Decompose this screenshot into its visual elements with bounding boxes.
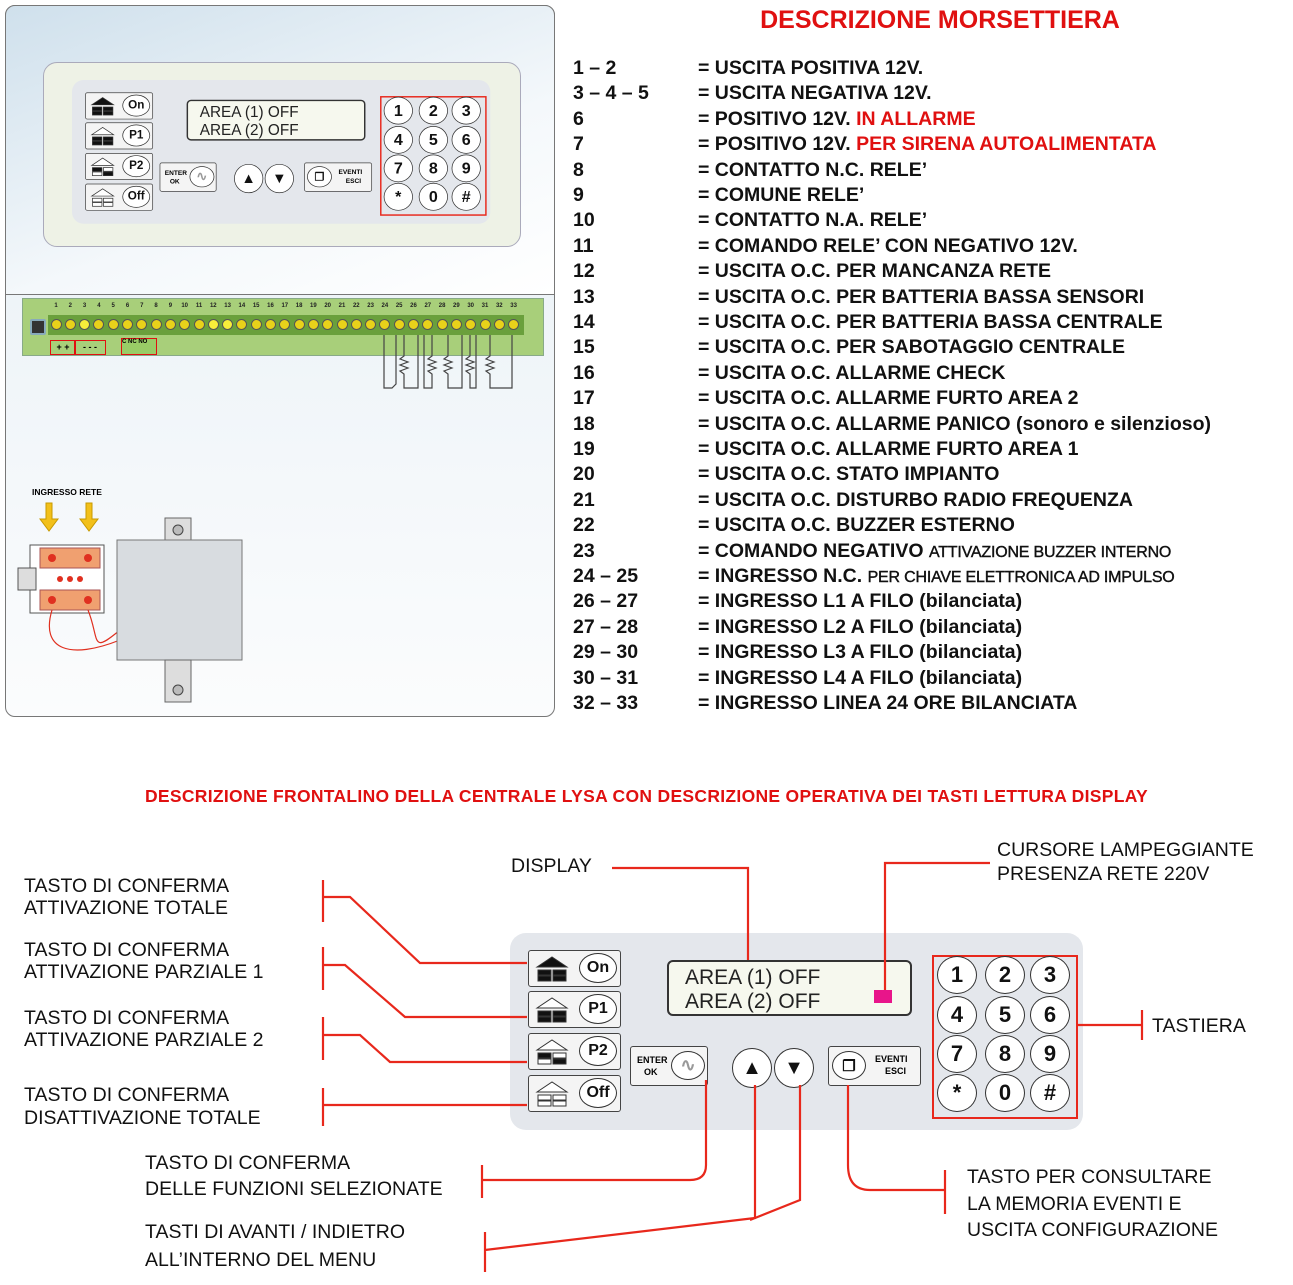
terminal-number-label: 28 — [438, 303, 446, 309]
mode-button-on[interactable] — [528, 950, 621, 987]
terminal-row — [573, 208, 927, 232]
key-0[interactable]: 0 — [419, 183, 448, 211]
mode-button-label: P2 — [579, 1036, 617, 1066]
label-arrows-1: TASTI DI AVANTI / INDIETRO — [145, 1221, 406, 1243]
terminal-number-label: 25 — [395, 303, 403, 309]
display-line-1: AREA (1) OFF — [685, 966, 821, 989]
terminal-number-label: 2 — [68, 303, 72, 309]
terminal-description: = USCITA O.C. ALLARME FURTO AREA 1 — [698, 438, 1079, 460]
terminal-description: = INGRESSO L2 A FILO (bilanciata) — [698, 615, 1023, 638]
terminal-description: = USCITA O.C. ALLARME PANICO (sonoro e silenzioso) — [698, 412, 1211, 435]
leader-tastiera — [1078, 1010, 1142, 1040]
terminal-description: = INGRESSO L4 A FILO (bilanciata) — [698, 666, 1023, 689]
terminal-row — [573, 81, 932, 105]
enter-label: ENTER — [637, 1055, 668, 1065]
terminal-number-label: 30 — [467, 303, 475, 309]
terminal-row — [573, 132, 1157, 156]
mode-button-label: On — [122, 95, 150, 117]
terminal-number-label: 33 — [510, 303, 517, 309]
terminal-row — [573, 183, 864, 207]
label-cursor-2: PRESENZA RETE 220V — [997, 863, 1210, 885]
terminal-number: 30 – 31 — [573, 666, 639, 689]
terminal-number: 27 – 28 — [573, 615, 639, 638]
terminal-description: = COMANDO RELE’ CON NEGATIVO 12V. — [698, 234, 1078, 257]
label-p1-1: TASTO DI CONFERMA — [24, 939, 230, 961]
morsettiera-title: DESCRIZIONE MORSETTIERA — [760, 6, 1120, 34]
arrow-up-button[interactable]: ▲ — [732, 1048, 772, 1088]
label-display: DISPLAY — [511, 855, 592, 877]
key-star[interactable]: * — [937, 1074, 977, 1112]
terminal-description: = USCITA O.C. PER MANCANZA RETE — [698, 260, 1051, 283]
terminal-description: = COMANDO NEGATIVO — [698, 539, 929, 562]
terminal-description: = USCITA O.C. DISTURBO RADIO FREQUENZA — [698, 488, 1133, 511]
mode-button-p1[interactable] — [528, 991, 621, 1028]
terminal-row — [573, 56, 923, 80]
transformer-icon — [117, 518, 242, 702]
leader-p1 — [323, 947, 527, 1017]
mode-button-label: P2 — [122, 155, 150, 177]
terminal-number: 19 — [573, 438, 595, 460]
eventi-esci-button[interactable] — [828, 1046, 921, 1086]
key-3[interactable]: 3 — [1030, 956, 1070, 994]
key-7[interactable]: 7 — [384, 154, 413, 182]
positive-terminals-box: + + — [50, 340, 76, 355]
terminal-description: = USCITA NEGATIVA 12V. — [698, 82, 932, 105]
terminal-row — [573, 539, 1171, 565]
enter-wave-icon: ∿ — [671, 1051, 705, 1080]
lcd-display — [667, 960, 912, 1016]
key-6[interactable]: 6 — [452, 126, 481, 154]
device-wiring — [0, 0, 560, 720]
terminal-description: = POSITIVO 12V. — [698, 107, 857, 130]
key-5[interactable]: 5 — [985, 996, 1025, 1034]
terminal-row — [573, 234, 1078, 258]
terminal-description-highlight: IN ALLARME — [856, 107, 976, 130]
key-5[interactable]: 5 — [419, 126, 448, 154]
terminal-description: = USCITA O.C. PER SABOTAGGIO CENTRALE — [698, 336, 1126, 359]
mode-button-label: P1 — [122, 125, 150, 147]
terminal-number-label: 29 — [453, 303, 460, 309]
leader-off — [323, 1088, 527, 1126]
terminal-number: 29 – 30 — [573, 641, 639, 664]
terminal-number: 14 — [573, 311, 595, 333]
key-8[interactable]: 8 — [419, 154, 448, 182]
terminal-number: 11 — [573, 234, 594, 257]
terminal-row — [573, 513, 1015, 537]
terminal-number-label: 27 — [424, 303, 432, 309]
terminal-row — [573, 335, 1125, 359]
arrow-down-button[interactable]: ▼ — [774, 1048, 814, 1088]
terminal-row — [573, 691, 1077, 715]
terminal-number-label: 4 — [97, 303, 101, 309]
terminal-number-label: 17 — [281, 303, 289, 309]
esci-label: ESCI — [345, 177, 362, 185]
terminal-description: = USCITA O.C. BUZZER ESTERNO — [698, 514, 1015, 537]
terminal-description: = COMUNE RELE’ — [698, 184, 865, 206]
terminal-row — [573, 640, 1022, 664]
terminal-number-label: 6 — [125, 303, 130, 309]
event-memory-icon: ❐ — [832, 1051, 866, 1080]
terminal-description: = CONTATTO N.A. RELE’ — [698, 209, 928, 232]
terminal-number-label: 14 — [238, 303, 246, 309]
terminal-row — [573, 158, 927, 182]
terminal-row — [573, 564, 1175, 590]
mode-button-label: Off — [579, 1078, 617, 1108]
arrow-up-button[interactable]: ▲ — [234, 164, 263, 193]
terminal-number-label: 7 — [140, 303, 144, 309]
mode-button-off[interactable] — [528, 1075, 621, 1112]
terminal-number: 26 – 27 — [573, 590, 639, 613]
terminal-number: 21 — [573, 488, 595, 511]
terminal-number: 9 — [573, 184, 584, 206]
terminal-number-label: 15 — [252, 303, 260, 309]
terminal-number-label: 9 — [168, 303, 173, 309]
terminal-number: 7 — [573, 133, 584, 156]
key-4[interactable]: 4 — [937, 996, 977, 1034]
terminal-description: = USCITA O.C. STATO IMPIANTO — [698, 463, 1000, 486]
terminal-number: 23 — [573, 539, 595, 562]
terminal-row — [573, 259, 1051, 283]
terminal-row — [573, 462, 999, 486]
terminal-row — [573, 488, 1133, 512]
terminal-description: = INGRESSO L3 A FILO (bilanciata) — [698, 641, 1023, 664]
label-cursor-1: CURSORE LAMPEGGIANTE — [997, 839, 1254, 861]
terminal-description: = USCITA POSITIVA 12V. — [698, 57, 924, 79]
leader-on — [323, 880, 527, 963]
terminal-number-label: 18 — [295, 303, 303, 309]
terminal-number: 8 — [573, 158, 584, 181]
terminal-number: 6 — [573, 107, 584, 130]
key-2[interactable]: 2 — [985, 956, 1025, 994]
resistor-l3-icon — [444, 335, 462, 388]
terminal-number-label: 16 — [267, 303, 274, 309]
ok-label: OK — [169, 177, 180, 186]
terminal-number-label: 24 — [381, 303, 389, 309]
mains-connector-icon — [18, 545, 104, 613]
terminal-number-label: 3 — [82, 303, 87, 309]
display-line-2: AREA (2) OFF — [685, 990, 821, 1013]
key-1[interactable]: 1 — [937, 956, 977, 994]
terminal-number-label: 1 — [54, 303, 58, 309]
terminal-description: = INGRESSO L1 A FILO (bilanciata) — [698, 590, 1023, 613]
terminal-description: = USCITA O.C. PER BATTERIA BASSA SENSORI — [698, 285, 1145, 308]
label-eventi-1: TASTO PER CONSULTARE — [967, 1166, 1212, 1188]
terminal-number: 1 – 2 — [573, 57, 617, 79]
mode-button-label: On — [579, 953, 617, 983]
terminal-row — [573, 386, 1078, 410]
terminal-row — [573, 666, 1022, 690]
transformer-wires — [49, 610, 120, 650]
frontalino-title: DESCRIZIONE FRONTALINO DELLA CENTRALE LYSA CON DESCRIZIONE OPERATIVA DEI TASTI LETTURA DISPLAY — [144, 786, 1149, 806]
label-eventi-3: USCITA CONFIGURAZIONE — [967, 1219, 1218, 1241]
terminal-description: = USCITA O.C. PER BATTERIA BASSA CENTRALE — [698, 311, 1163, 333]
terminal-description-detail: ATTIVAZIONE BUZZER INTERNO — [928, 543, 1172, 561]
mains-arrows-icon — [40, 503, 98, 531]
label-off-2: DISATTIVAZIONE TOTALE — [24, 1107, 261, 1129]
label-enter-2: DELLE FUNZIONI SELEZIONATE — [145, 1178, 443, 1200]
terminal-row — [573, 361, 1006, 385]
terminal-number-label: 21 — [338, 303, 346, 309]
leader-p2 — [323, 1017, 527, 1062]
resistor-l4-icon — [466, 335, 476, 388]
terminal-number-label: 13 — [224, 303, 231, 309]
label-p2-1: TASTO DI CONFERMA — [24, 1007, 230, 1029]
key-1[interactable]: 1 — [384, 97, 413, 125]
terminal-description-detail: PER CHIAVE ELETTRONICA AD IMPULSO — [867, 569, 1175, 586]
eventi-label: EVENTI — [875, 1054, 908, 1064]
eventi-label: EVENTI — [338, 168, 363, 176]
terminal-number-label: 19 — [310, 303, 317, 309]
mode-button-p2[interactable] — [528, 1033, 621, 1070]
event-memory-icon: ❐ — [307, 166, 332, 187]
house-partial-2-icon — [535, 1038, 569, 1066]
key-hash[interactable]: # — [452, 183, 481, 211]
key-0[interactable]: 0 — [985, 1074, 1025, 1112]
house-armed-icon — [535, 955, 569, 983]
terminal-description: = POSITIVO 12V. — [698, 133, 857, 156]
terminal-number-label: 20 — [324, 303, 332, 309]
terminal-row — [573, 589, 1022, 613]
terminal-number: 16 — [573, 361, 595, 384]
key-6[interactable]: 6 — [1030, 996, 1070, 1034]
enter-label: ENTER — [164, 169, 187, 177]
terminal-number: 12 — [573, 260, 595, 283]
terminal-description: = USCITA O.C. ALLARME CHECK — [698, 361, 1006, 384]
terminal-row — [573, 285, 1144, 309]
terminal-number: 3 – 4 – 5 — [573, 82, 649, 105]
terminal-number-label: 22 — [352, 303, 360, 309]
terminal-number-label: 10 — [181, 303, 189, 309]
key-2[interactable]: 2 — [419, 97, 448, 125]
terminal-number-label: 26 — [410, 303, 417, 309]
terminal-description-highlight: PER SIRENA AUTOALIMENTATA — [856, 133, 1157, 156]
key-8[interactable]: 8 — [985, 1035, 1025, 1073]
key-4[interactable]: 4 — [384, 126, 413, 154]
terminal-number: 22 — [573, 514, 595, 537]
label-on-1: TASTO DI CONFERMA — [24, 875, 230, 897]
enter-ok-button[interactable] — [630, 1046, 708, 1086]
terminal-description: = INGRESSO N.C. — [698, 565, 868, 587]
terminal-description: = USCITA O.C. ALLARME FURTO AREA 2 — [698, 387, 1079, 410]
mode-button-label: P1 — [579, 994, 617, 1024]
house-disarmed-icon — [535, 1080, 569, 1108]
house-partial-1-icon — [535, 996, 569, 1024]
arrow-down-button[interactable]: ▼ — [265, 164, 294, 193]
terminal-row — [573, 412, 1211, 436]
key-7[interactable]: 7 — [937, 1035, 977, 1073]
terminal-row — [573, 107, 976, 131]
label-p1-2: ATTIVAZIONE PARZIALE 1 — [24, 961, 264, 983]
label-p2-2: ATTIVAZIONE PARZIALE 2 — [24, 1029, 264, 1051]
enter-wave-icon: ∿ — [190, 166, 215, 187]
terminal-number: 10 — [573, 209, 595, 232]
relay-terminals-box: C NC NO — [121, 338, 157, 355]
terminal-description: = CONTATTO N.C. RELE’ — [698, 158, 928, 181]
terminal-number-label: 8 — [154, 303, 158, 309]
key-input-wire — [384, 335, 396, 388]
key-9[interactable]: 9 — [1030, 1035, 1070, 1073]
label-enter-1: TASTO DI CONFERMA — [145, 1152, 351, 1174]
label-eventi-2: LA MEMORIA EVENTI E — [967, 1193, 1182, 1215]
terminal-number: 20 — [573, 463, 595, 486]
resistor-l1-icon — [400, 335, 418, 388]
blinking-cursor — [874, 990, 892, 1003]
key-3[interactable]: 3 — [452, 97, 481, 125]
terminal-number: 13 — [573, 285, 595, 308]
terminal-number-label: 11 — [195, 303, 203, 309]
label-arrows-2: ALL’INTERNO DEL MENU — [145, 1249, 377, 1271]
key-star[interactable]: * — [384, 183, 413, 211]
terminal-row — [573, 310, 1163, 334]
display-line-2: AREA (2) OFF — [199, 121, 299, 139]
label-tastiera: TASTIERA — [1152, 1015, 1246, 1037]
display-line-1: AREA (1) OFF — [199, 104, 299, 121]
terminal-number-label: 12 — [209, 303, 217, 309]
terminal-number-label: 32 — [495, 303, 503, 309]
terminal-number: 32 – 33 — [573, 692, 639, 714]
negative-terminals-box: - - - — [74, 340, 106, 355]
terminal-number: 18 — [573, 412, 595, 435]
terminal-number-label: 23 — [367, 303, 374, 309]
terminal-number: 24 – 25 — [573, 565, 639, 587]
label-off-1: TASTO DI CONFERMA — [24, 1084, 230, 1106]
ok-label: OK — [644, 1067, 658, 1077]
mains-input-label: INGRESSO RETE — [32, 487, 102, 497]
terminal-number-label: 5 — [111, 303, 115, 309]
mode-button-label: Off — [122, 186, 150, 208]
key-hash[interactable]: # — [1030, 1074, 1070, 1112]
resistor-24h-icon — [486, 335, 512, 388]
label-on-2: ATTIVAZIONE TOTALE — [24, 897, 229, 919]
esci-label: ESCI — [885, 1066, 907, 1076]
terminal-number-label: 31 — [481, 303, 489, 309]
terminal-description: = INGRESSO LINEA 24 ORE BILANCIATA — [698, 692, 1078, 714]
terminal-row — [573, 437, 1078, 461]
key-9[interactable]: 9 — [452, 154, 481, 182]
resistor-l2-icon — [424, 335, 436, 388]
terminal-row — [573, 615, 1022, 639]
terminal-number: 17 — [573, 387, 595, 410]
terminal-number: 15 — [573, 336, 595, 359]
